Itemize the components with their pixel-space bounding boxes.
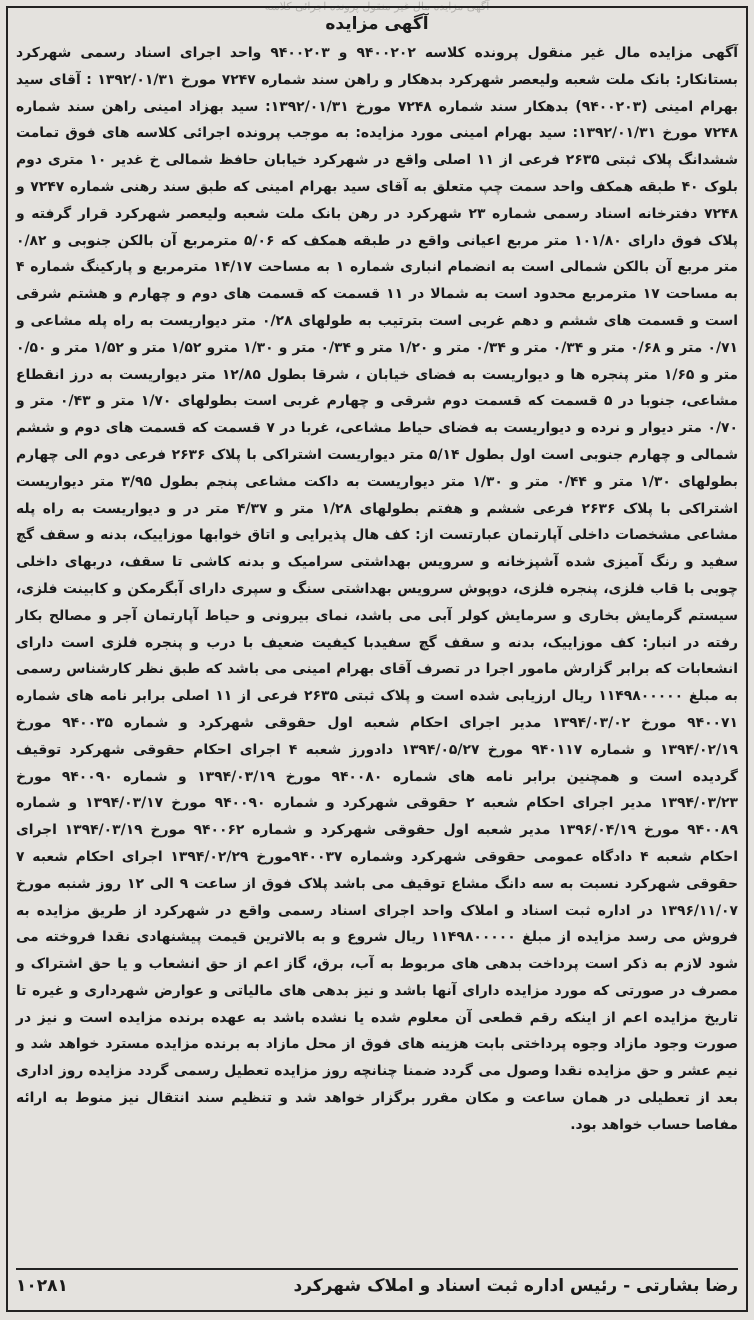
notice-code: ۱۰۲۸۱ [16, 1276, 68, 1296]
notice-paragraph: آگهی مزایده مال غیر منقول پرونده کلاسه ۹۴۰۰۲۰۲ و ۹۴۰۰۲۰۳ واحد اجرای اسناد رسمی شهرکرد بستانکار: بانک ملت شعبه ولیعصر شهرکرد بدهکار و راهن سند شماره ۷۲۴۷ مورخ ۱۳۹۲/۰۱/۳۱ : آقای سید بهرام امینی (۹۴۰۰۲۰۳) بدهکار سند شماره ۷۲۴۸ مورخ ۱۳۹۲/۰۱/۳۱: سید بهزاد امینی راهن سند شماره ۷۲۴۸ مورخ ۱۳۹۲/۰۱/۳۱: سید بهرام امینی مورد مزایده: به موجب پرونده اجرائی کلاسه های فوق تمامت ششدانگ پلاک ثبتی ۲۶۳۵ فرعی از ۱۱ اصلی واقع در شهرکرد خیابان حافظ شمالی خ غدیر ۱۰ متری دوم بلوک ۴۰ طبقه همکف واحد سمت چپ متعلق به آقای سید بهرام امینی که طبق سند رهنی شماره ۷۲۴۷ و ۷۲۴۸ دفترخانه اسناد رسمی شماره ۲۳ شهرکرد در رهن بانک ملت شعبه ولیعصر شهرکرد قرار گرفته و پلاک فوق دارای ۱۰۱/۸۰ متر مربع اعیانی واقع در طبقه همکف که ۵/۰۶ مترمربع آن بالکن جنوبی و ۰/۸۲ متر مربع آن بالکن شمالی است به انضمام انباری شماره ۱ به مساحت ۱۴/۱۷ مترمربع و پارکینگ شماره ۴ به مساحت ۱۷ مترمربع محدود است به شمالا در ۱۱ قسمت که قسمت های دوم و چهارم و هشتم شرقی است و قسمت های ششم و دهم غربی است بترتیب به طولهای ۰/۲۸ متر دیواریست به راه پله مشاعی و ۰/۷۱ متر و ۰/۶۸ متر و ۰/۳۴ متر و ۰/۳۴ متر و ۱/۲۰ متر و ۰/۳۴ متر و ۱/۳۰ مترو ۱/۵۲ متر و ۱/۵۲ متر و ۰/۵۰ متر و ۱/۶۵ متر پنجره ها و دیواریست به فضای خیابان ، شرقا بطول ۱۲/۸۵ متر دیواریست به درز انقطاع مشاعی، جنوبا در ۵ قسمت که قسمت دوم شرقی و چهارم غربی است بطولهای ۱/۷۰ متر و ۰/۴۳ متر و ۰/۷۰ متر دیوار و نرده و دیواریست به فضای حیاط مشاعی، غربا در ۷ قسمت که قسمت های دوم و ششم شمالی و چهارم جنوبی است اول بطول ۵/۱۴ متر دیواریست اشتراکی با پلاک ۲۶۳۶ فرعی دوم الی چهارم بطولهای ۱/۳۰ متر و ۰/۴۴ متر و ۱/۳۰ متر دیواریست به داکت مشاعی پنجم بطول ۳/۹۵ متر دیواریست اشتراکی با پلاک ۲۶۳۶ فرعی ششم و هفتم بطولهای ۱/۲۸ متر و ۴/۳۷ متر در و دیواریست به راه پله مشاعی مشخصات داخلی آپارتمان عبارتست از: کف هال پذیرایی و اتاق خوابها موزاییک، بدنه و سقف گچ سفید و رنگ آمیزی شده آشپزخانه و سرویس بهداشتی سرامیک و بدنه کاشی تا سقف، دربهای داخلی چوبی با قاب فلزی، پنجره فلزی، دوپوش سرویس بهداشتی سنگ و سپری دارای آبگرمکن و کابینت فلزی، سیستم گرمایش بخاری و سرمایش کولر آبی می باشد، نمای بیرونی و حیاط آپارتمان آجر و مصالح بکار رفته در انبار: کف موزاییک، بدنه و سقف گچ سفیدبا کیفیت ضعیف با درب و پنجره فلزی است دارای انشعابات که برابر گزارش مامور اجرا در تصرف آقای بهرام امینی می باشد که طبق نظر کارشناس رسمی به مبلغ ۱۱۴۹۸۰۰۰۰۰ ریال ارزیابی شده است و پلاک ثبتی ۲۶۳۵ فرعی از ۱۱ اصلی برابر نامه های شماره ۹۴۰۰۷۱ مورخ ۱۳۹۴/۰۳/۰۲ مدیر اجرای احکام شعبه اول حقوقی شهرکرد و شماره ۹۴۰۰۳۵ مورخ ۱۳۹۴/۰۲/۱۹ و شماره ۹۴۰۱۱۷ مورخ ۱۳۹۴/۰۵/۲۷ دادورز شعبه ۴ اجرای احکام حقوقی شهرکرد توقیف گردیده است و همچنین برابر نامه های شماره ۹۴۰۰۸۰ مورخ ۱۳۹۴/۰۳/۱۹ و شماره ۹۴۰۰۹۰ مورخ ۱۳۹۴/۰۳/۲۳ مدیر اجرای احکام شعبه ۲ حقوقی شهرکرد و شماره ۹۴۰۰۹۰ مورخ ۱۳۹۴/۰۳/۱۷ و شماره ۹۴۰۰۸۹ مورخ ۱۳۹۶/۰۴/۱۹ مدیر شعبه اول حقوقی شهرکرد و شماره ۹۴۰۰۶۲ مورخ ۱۳۹۴/۰۳/۱۹ اجرای احکام شعبه ۴ دادگاه عمومی حقوقی شهرکرد وشماره ۹۴۰۰۳۷مورخ ۱۳۹۴/۰۲/۲۹ اجرای احکام شعبه ۷ حقوقی شهرکرد نسبت به سه دانگ مشاع توقیف می باشد پلاک فوق از ساعت ۹ الی ۱۲ روز شنبه مورخ ۱۳۹۶/۱۱/۰۷ در اداره ثبت اسناد و املاک واحد اجرای اسناد رسمی واقع در شهرکرد از طریق مزایده به فروش می رسد مزایده از مبلغ ۱۱۴۹۸۰۰۰۰۰ ریال شروع و به بالاترین قیمت پیشنهادی نقدا فروخته می شود لازم به ذکر است پرداخت بدهی های مربوط به آب، برق، گاز اعم از حق انشعاب و یا حق اشتراک و مصرف در صورتی که مورد مزایده دارای آنها باشد و نیز بدهی های مالیاتی و عوارض شهرداری و غیره تا تاریخ مزایده اعم از اینکه رقم قطعی آن معلوم شده یا نشده باشد به عهده برنده مزایده است و نیز در صورت وجود مازاد وجوه پرداختی بابت هزینه های فوق از محل مازاد به برنده مزایده مسترد خواهد شد و نیم عشر و حق مزایده نقدا وصول می گردد ضمنا چنانچه روز مزایده تعطیل رسمی گردد مزایده روز اداری بعد از تعطیلی در همان ساعت و مکان مقرر برگزار خواهد شد و تنظیم سند انتقال نیز منوط به ارائه مفاصا حساب خواهد بود. [16, 45, 739, 1133]
notice-frame [6, 6, 748, 1312]
notice-body [16, 40, 738, 1139]
signature: رضا بشارتی - رئیس اداره ثبت اسناد و املاک شهرکرد [293, 1276, 738, 1296]
notice-title: آگهی مزایده [325, 14, 429, 34]
bleed-through-text: آگهی مزایده مال غیر منقول پرونده اجرائی کلاسه [264, 0, 490, 13]
notice-footer [16, 1268, 738, 1302]
